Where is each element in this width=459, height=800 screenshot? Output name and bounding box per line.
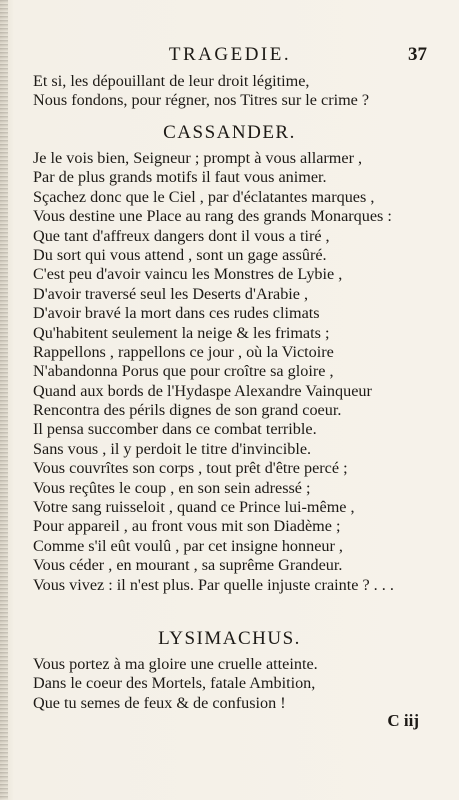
- verse-line: Sçachez donc que le Ciel , par d'éclatantes marques ,: [33, 187, 375, 206]
- verse-line: Vous reçûtes le coup , en son sein adressé ;: [33, 478, 311, 497]
- verse-line: Rappellons , rappellons ce jour , où la Victoire: [33, 342, 334, 361]
- verse-line: Vous couvrîtes son corps , tout prêt d'être percé ;: [33, 459, 348, 478]
- verse-line: Du sort qui vous attend , sont un gage assûré.: [33, 245, 327, 264]
- binding-gutter: [0, 0, 8, 800]
- verse-line: Vous céder , en mourant , sa suprême Grandeur.: [33, 556, 343, 575]
- verse-line: Votre sang ruisseloit , quand ce Prince lui-même ,: [33, 498, 355, 517]
- verse-block-3: [33, 655, 433, 713]
- verse-line: D'avoir traversé seul les Deserts d'Arabie ,: [33, 284, 309, 303]
- verse-line: C'est peu d'avoir vaincu les Monstres de Lybie ,: [33, 265, 343, 284]
- verse-line: Il pensa succomber dans ce combat terrible.: [33, 420, 317, 439]
- speaker-cassander: CASSANDER.: [163, 122, 296, 143]
- verse-line: N'abandonna Porus que pour croître sa gloire ,: [33, 362, 334, 381]
- signature-mark: C iij: [387, 711, 419, 730]
- verse-line: Vous vivez : il n'est plus. Par quelle injuste crainte ? . . .: [33, 575, 394, 594]
- verse-line: Vous portez à ma gloire une cruelle atteinte.: [33, 655, 318, 673]
- verse-line: Qu'habitent seulement la neige & les frimats ;: [33, 323, 330, 342]
- verse-line: Quand aux bords de l'Hydaspe Alexandre Vainqueur: [33, 381, 372, 400]
- verse-block-1: [33, 72, 433, 111]
- verse-line: Comme s'il eût voulû , par cet insigne honneur ,: [33, 536, 343, 555]
- running-title: TRAGEDIE.: [168, 44, 292, 65]
- verse-block-2: [33, 149, 433, 595]
- verse-line: Et si, les dépouillant de leur droit légitime,: [33, 72, 310, 90]
- speaker-lysimachus: LYSIMACHUS.: [158, 628, 301, 649]
- verse-line: Dans le coeur des Mortels, fatale Ambition,: [33, 674, 316, 693]
- verse-line: Vous destine une Place au rang des grands Monarques :: [33, 207, 392, 226]
- verse-line: Par de plus grands motifs il faut vous animer.: [33, 168, 327, 187]
- verse-line: Pour appareil , au front vous mit son Diadème ;: [33, 517, 341, 536]
- verse-line: D'avoir bravé la mort dans ces rudes climats: [33, 304, 320, 323]
- verse-line: Je le vois bien, Seigneur ; prompt à vous allarmer ,: [33, 149, 363, 167]
- verse-line: Sans vous , il y perdoit le titre d'invincible.: [33, 439, 312, 458]
- verse-line: Nous fondons, pour régner, nos Titres sur le crime ?: [33, 91, 370, 110]
- verse-line: Que tant d'affreux dangers dont il vous a tiré ,: [33, 226, 330, 245]
- page-number: 37: [408, 44, 427, 65]
- page-header: [0, 44, 459, 68]
- verse-line: Rencontra des périls dignes de son grand coeur.: [33, 401, 342, 420]
- verse-line: Que tu semes de feux & de confusion !: [33, 693, 286, 712]
